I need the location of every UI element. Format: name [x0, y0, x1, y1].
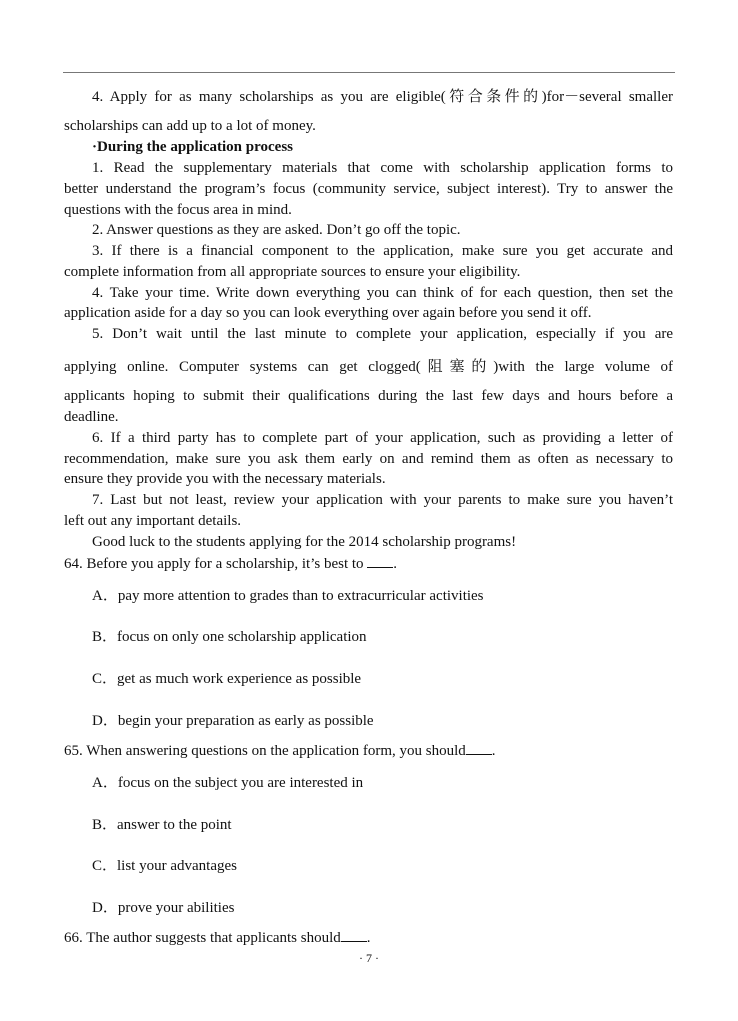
paragraph-line: left out any important details. [64, 513, 242, 529]
option-a: A．pay more attention to grades than to extracurricular activities [92, 588, 484, 604]
option-d: D．prove your abilities [92, 900, 235, 916]
answer-blank [466, 741, 492, 755]
question-end: . [491, 743, 496, 759]
option-c: C．get as much work experience as possible [92, 671, 362, 687]
section-heading: ·During the application process [92, 139, 293, 155]
option-d: D．begin your preparation as early as possible [92, 713, 374, 729]
paragraph-line: 4. Take your time. Write down everything you can think of for each question, then set the [92, 285, 673, 301]
question-end: . [366, 930, 371, 946]
paragraph-line: 3. If there is a financial component to the application, make sure you get accurate and [92, 243, 673, 259]
paragraph-line: Good luck to the students applying for the 2014 scholarship programs! [92, 534, 517, 550]
option-b: B．answer to the point [92, 817, 232, 833]
paragraph-line: questions with the focus area in mind. [64, 202, 292, 218]
paragraph-line: scholarships can add up to a lot of money. [64, 118, 316, 134]
page-number: · 7 · [359, 951, 379, 965]
question-stem: 64. Before you apply for a scholarship, it’s best to [64, 556, 368, 572]
paragraph-line: 6. If a third party has to complete part of your application, such as providing a letter of [92, 430, 673, 446]
paragraph-line: applicants hoping to submit their qualifications during the last few days and hours before a [64, 388, 673, 404]
answer-blank [341, 928, 367, 942]
paragraph-line: 5. Don’t wait until the last minute to complete your application, especially if you are [92, 326, 673, 342]
paragraph-line: 1. Read the supplementary materials that come with scholarship application forms to [92, 160, 673, 176]
option-a: A．focus on the subject you are interested in [92, 775, 364, 791]
paragraph-line: applying online. Computer systems can get clogged(阻塞的)with the large volume of [64, 359, 673, 375]
paragraph-line: application aside for a day so you can look everything over again before you send it off. [64, 305, 592, 321]
paragraph-line: ensure they provide you with the necessary materials. [64, 471, 386, 487]
paragraph-line: 4. Apply for as many scholarships as you are eligible(符合条件的)for－several smaller [92, 89, 673, 105]
option-b: B．focus on only one scholarship application [92, 629, 367, 645]
question-stem: 65. When answering questions on the application form, you should [64, 743, 466, 759]
question-stem: 66. The author suggests that applicants should [64, 930, 341, 946]
question-end: . [393, 556, 398, 572]
paragraph-line: better understand the program’s focus (community service, subject interest). Try to answer the [64, 181, 673, 197]
question-66 [64, 928, 673, 947]
paragraph-line: 2. Answer questions as they are asked. Don’t go off the topic. [92, 222, 461, 238]
question-65 [64, 741, 673, 760]
question-64 [64, 554, 673, 573]
paragraph-line: 7. Last but not least, review your application with your parents to make sure you haven’t [92, 492, 673, 508]
header-rule [63, 72, 675, 73]
paragraph-line: complete information from all appropriate sources to ensure your eligibility. [64, 264, 521, 280]
paragraph-line: recommendation, make sure you ask them early on and remind them as often as necessary to [64, 451, 673, 467]
answer-blank [367, 554, 393, 568]
option-c: C．list your advantages [92, 858, 237, 874]
paragraph-line: deadline. [64, 409, 119, 425]
